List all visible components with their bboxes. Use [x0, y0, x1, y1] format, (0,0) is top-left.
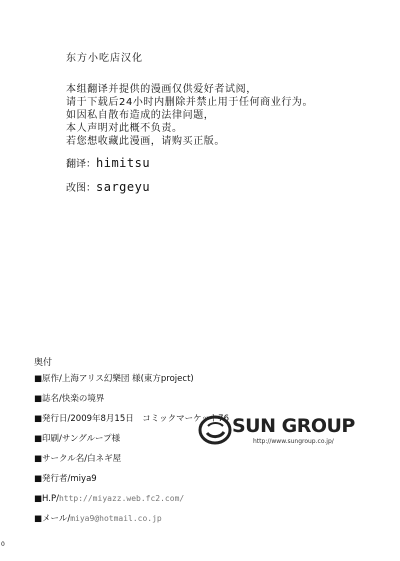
hp-label: ■H.P/ [34, 494, 59, 504]
colophon-row: ■誌名/快楽の境界 [34, 394, 105, 404]
notice-line: 如因私自散布造成的法律问题， [66, 110, 215, 121]
notice-line: 若您想收藏此漫画，请购买正版。 [66, 136, 225, 147]
colophon-hp-row [34, 489, 394, 509]
logo-wordmark: SUN GROUP [232, 415, 355, 437]
translator-name: himitsu [96, 156, 151, 170]
editor-label: 改图： [66, 183, 96, 194]
group-name: 东方小吃店汉化 [66, 53, 143, 64]
translator-credit [66, 152, 150, 176]
editor-name: sargeyu [96, 180, 151, 194]
notice-line: 本组翻译并提供的漫画仅供爱好者试阅， [66, 84, 257, 95]
sun-logo-icon [198, 414, 232, 446]
notice-line: 请于下载后24小时内删除并禁止用于任何商业行为。 [66, 97, 314, 108]
colophon-title: 奥付 [34, 358, 53, 368]
notice-line: 本人声明对此概不负责。 [66, 123, 183, 134]
mail-label: ■メール/ [34, 514, 71, 524]
translator-label: 翻译： [66, 159, 96, 170]
colophon-mail-row [34, 509, 394, 529]
colophon-row: ■サークル名/白ネギ屋 [34, 454, 122, 464]
editor-credit [66, 176, 150, 200]
colophon-row: ■発行日/2009年8月15日 コミックマーケット76 [34, 414, 229, 424]
colophon-row: ■原作/上海アリス幻樂団 様(東方project) [34, 374, 194, 384]
logo-url: http://www.sungroup.co.jp/ [253, 438, 334, 445]
mail-link[interactable]: miya9@hotmail.co.jp [70, 514, 162, 523]
colophon-row: ■発行者/miya9 [34, 474, 97, 484]
colophon-row: ■印刷/サングループ様 [34, 434, 121, 444]
page-number: 0 [1, 541, 5, 548]
translation-notice [66, 52, 386, 148]
credits [66, 152, 150, 200]
hp-link[interactable]: http://miyazz.web.fc2.com/ [58, 494, 185, 503]
sun-group-logo [198, 414, 398, 446]
